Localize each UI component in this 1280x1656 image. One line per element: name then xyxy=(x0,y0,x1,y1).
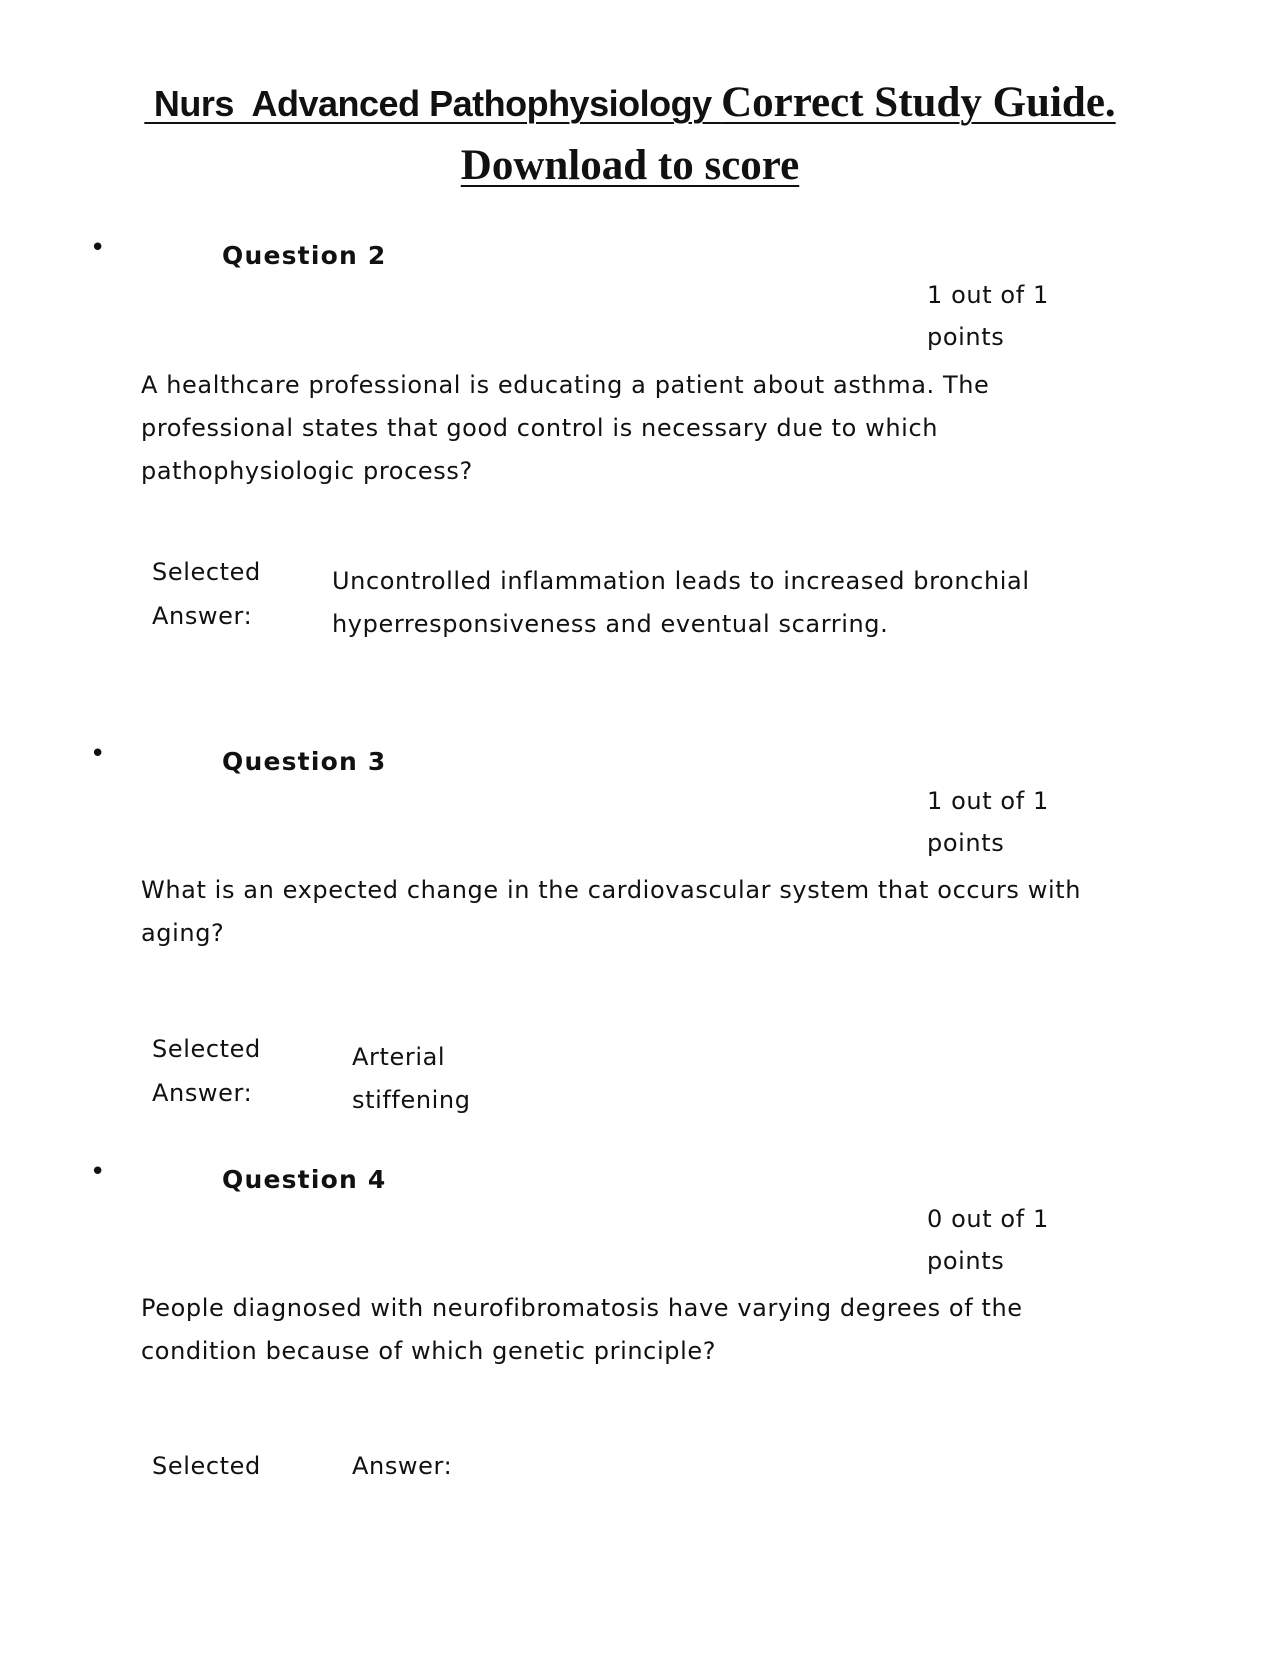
question-points xyxy=(927,780,1087,864)
points-score: 1 out of 1 xyxy=(927,281,1049,309)
bullet: • xyxy=(90,233,106,263)
selected-answer-label: Selected Answer: xyxy=(152,558,261,630)
points-unit: points xyxy=(927,829,1005,857)
question-points xyxy=(927,274,1087,358)
question-label: Question 4 xyxy=(222,1165,387,1194)
title-part-serif: Correct Study Guide. xyxy=(721,79,1116,126)
selected-answer-label: Selected Answer: xyxy=(152,1035,261,1107)
question-points xyxy=(927,1198,1087,1282)
question-stem: A healthcare professional is educating a patient about asthma. The professional states that good control is necessary due to which pathophysiologic process? xyxy=(141,371,990,485)
title-part-sans: Nurs Advanced Pathophysiology xyxy=(144,83,722,124)
title-line-2: Download to score xyxy=(460,142,800,189)
document-title xyxy=(90,76,1170,202)
question-label: Question 2 xyxy=(222,241,387,270)
selected-answer-label: Selected xyxy=(152,1452,261,1480)
selected-answer-text: Answer: xyxy=(352,1452,453,1480)
points-unit: points xyxy=(927,323,1005,351)
bullet: • xyxy=(90,1157,106,1187)
selected-answer-text: Arterial stiffening xyxy=(352,1043,471,1114)
points-score: 0 out of 1 xyxy=(927,1205,1049,1233)
points-score: 1 out of 1 xyxy=(927,787,1049,815)
bullet: • xyxy=(90,739,106,769)
question-label: Question 3 xyxy=(222,747,387,776)
question-stem: People diagnosed with neurofibromatosis have varying degrees of the condition because of which genetic principle? xyxy=(141,1294,1023,1365)
question-stem: What is an expected change in the cardiovascular system that occurs with aging? xyxy=(141,876,1082,947)
selected-answer-text: Uncontrolled inflammation leads to increased bronchial hyperresponsiveness and eventual scarring. xyxy=(332,567,1030,638)
points-unit: points xyxy=(927,1247,1005,1275)
